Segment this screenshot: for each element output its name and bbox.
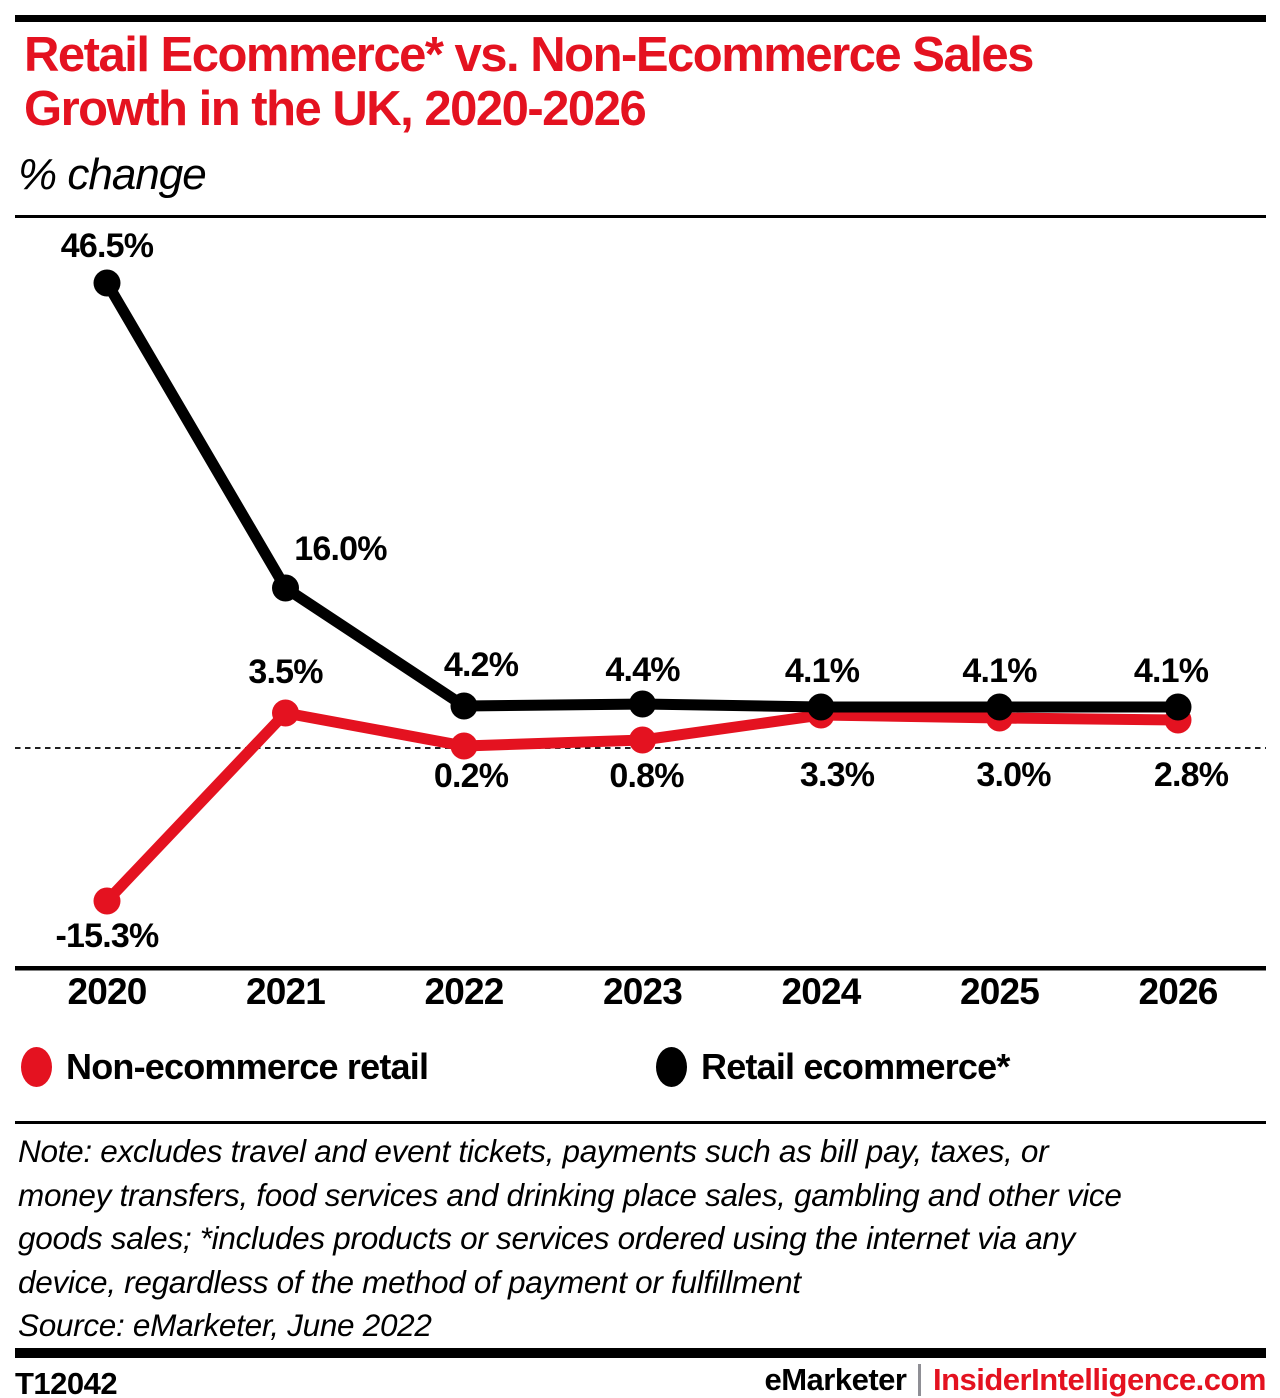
legend-item-non-ecommerce (21, 1046, 428, 1088)
retail-ecommerce-point-2025 (986, 694, 1013, 721)
note-divider-line (15, 1121, 1266, 1124)
data-label: 4.1% (784, 652, 860, 690)
x-tick-label-2022: 2022 (424, 971, 504, 1012)
x-tick-label-2024: 2024 (781, 971, 861, 1012)
retail-ecommerce-point-2026 (1165, 694, 1192, 721)
retail-ecommerce-point-2021 (272, 575, 299, 602)
retail-ecommerce-point-2024 (808, 694, 835, 721)
data-label: 2.8% (1153, 756, 1229, 794)
brand-emarketer: eMarketer (764, 1362, 907, 1397)
x-axis-line (15, 966, 1266, 971)
footer-divider (918, 1364, 921, 1396)
data-label: 4.1% (1133, 652, 1209, 690)
x-tick-label-2021: 2021 (245, 971, 326, 1012)
footer-bar (15, 1348, 1266, 1358)
data-label: 4.1% (962, 652, 1037, 690)
x-tick-label-2025: 2025 (959, 971, 1040, 1012)
data-label: 3.0% (976, 756, 1051, 794)
data-label: 3.3% (799, 756, 875, 794)
data-label: 0.2% (433, 757, 509, 795)
data-label: 46.5% (60, 227, 154, 265)
legend-dot-black-icon (656, 1047, 687, 1087)
brand-insider-intelligence-link[interactable]: InsiderIntelligence.com (932, 1362, 1266, 1397)
retail-ecommerce-point-2023 (629, 691, 656, 718)
x-tick-label-2020: 2020 (67, 971, 147, 1012)
legend-label-retail-ecommerce: Retail ecommerce* (701, 1046, 1010, 1087)
x-tick-label-2023: 2023 (602, 971, 683, 1012)
footer-brands (764, 1362, 1266, 1398)
data-label: 3.5% (248, 653, 323, 691)
source-text: Source: eMarketer, June 2022 (18, 1307, 432, 1343)
legend-label-non-ecommerce: Non-ecommerce retail (66, 1046, 429, 1087)
data-label: 16.0% (294, 530, 387, 568)
non-ecommerce-point-2022 (451, 733, 478, 760)
chart-subtitle: % change (18, 150, 206, 199)
chart-title-line-2: Growth in the UK, 2020-2026 (24, 82, 646, 136)
non-ecommerce-point-2020 (94, 888, 121, 915)
data-label: -15.3% (55, 917, 159, 955)
note-text: Note: excludes travel and event tickets, payments such as bill pay, taxes, or money transfers, food services and drinking place sales, gambling and other vice goods sales; *includes products or services ordered using the internet via any device, regardless of the method of payment or fulfillment (18, 1133, 1122, 1300)
retail-ecommerce-point-2020 (94, 270, 121, 297)
data-label: 4.4% (605, 651, 680, 689)
legend-item-retail-ecommerce (656, 1046, 1010, 1088)
non-ecommerce-point-2021 (272, 700, 299, 727)
legend-dot-red-icon (21, 1047, 52, 1087)
non-ecommerce-point-2023 (629, 727, 656, 754)
data-label: 0.8% (609, 757, 684, 795)
data-label: 4.2% (443, 646, 519, 684)
retail-ecommerce-line (107, 283, 1178, 707)
x-tick-label-2026: 2026 (1138, 971, 1218, 1012)
chart-id: T12042 (15, 1366, 118, 1398)
retail-ecommerce-point-2022 (451, 693, 478, 720)
chart-title-line-1: Retail Ecommerce* vs. Non-Ecommerce Sales (24, 28, 1033, 82)
